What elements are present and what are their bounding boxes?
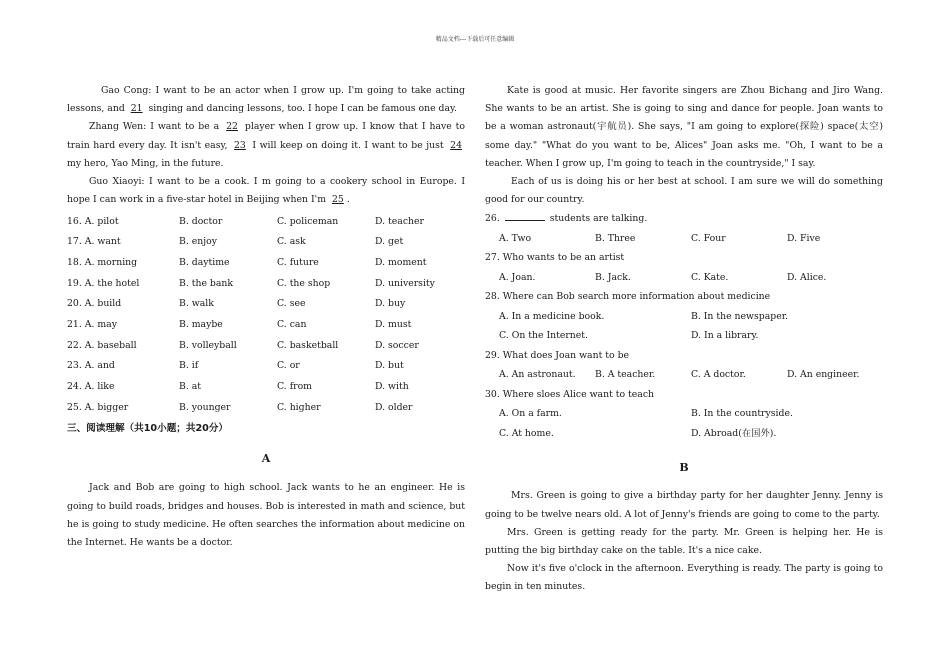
option: 21. A. may — [67, 319, 117, 331]
option: B. Jack. — [595, 271, 631, 283]
option: D. get — [375, 236, 404, 248]
option: A. Joan. — [499, 271, 536, 283]
left-column — [67, 82, 465, 552]
blank-23: 23 — [234, 139, 246, 151]
option: B. In the newspaper. — [691, 310, 789, 322]
option: D. Five — [787, 232, 821, 244]
passage-b-heading: B — [679, 461, 689, 475]
option: D. teacher — [375, 215, 424, 227]
text-run: singing and dancing lessons, too. I hope I can be famous one day. — [145, 103, 458, 115]
option: D. buy — [375, 298, 406, 310]
question-30 — [485, 385, 883, 444]
option: D. university — [375, 277, 435, 289]
blank-25: 25 — [331, 194, 344, 206]
option: C. On the Internet. — [499, 330, 588, 342]
option: B. doctor — [179, 215, 223, 227]
blank-24: 24 — [450, 139, 463, 151]
option: 18. A. morning — [67, 257, 138, 269]
answer-blank — [505, 212, 545, 221]
option: C. At home. — [499, 427, 554, 439]
option: 24. A. like — [67, 381, 115, 393]
option: B. the bank — [179, 277, 234, 289]
option: B. if — [179, 360, 199, 372]
option: C. future — [277, 257, 319, 269]
option: D. Abroad(在国外). — [691, 427, 777, 439]
option: B. enjoy — [179, 236, 217, 248]
option: C. basketball — [277, 339, 339, 351]
passage-b-paragraph: Now it's five o'clock in the afternoon. Everything is ready. The party is going to begin in ten minutes. — [485, 563, 883, 593]
option-row-19 — [67, 273, 465, 294]
option: C. A doctor. — [691, 369, 746, 381]
passage-a-paragraph: Jack and Bob are going to high school. Jack wants to he an engineer. He is going to build roads, bridges and houses. Bob is interested in math and science, but he is going to study medicine. He often searches the information about medicine on the Internet. He wants be a doctor. — [67, 482, 465, 548]
blank-22: 22 — [226, 121, 238, 133]
option: B. In the countryside. — [691, 408, 793, 420]
question-options — [485, 326, 883, 346]
option-row-23 — [67, 356, 465, 377]
option: C. ask — [277, 236, 306, 248]
option-row-20 — [67, 294, 465, 315]
question-29 — [485, 346, 883, 385]
passage-a-heading: A — [261, 452, 271, 466]
text-run: Zhang Wen: I want to be a — [89, 121, 224, 133]
option: 23. A. and — [67, 360, 115, 372]
option: B. A teacher. — [595, 369, 656, 381]
guo-xiaoyi-paragraph — [67, 173, 465, 209]
section-title: 三、阅读理解（共10小题；共20分） — [67, 423, 229, 435]
question-stem: 28. Where can Bob search more information about medicine — [485, 291, 771, 303]
option: 25. A. bigger — [67, 401, 129, 413]
option: C. from — [277, 381, 312, 393]
gao-cong-paragraph — [67, 82, 465, 118]
text-run: my hero, Yao Ming, in the future. — [67, 157, 224, 169]
option: A. In a medicine book. — [499, 310, 605, 322]
option: B. maybe — [179, 319, 223, 331]
option-row-21 — [67, 315, 465, 336]
question-options — [485, 268, 883, 288]
option: B. walk — [179, 298, 214, 310]
option: D. An engineer. — [787, 369, 860, 381]
option: D. Alice. — [787, 271, 827, 283]
option: A. Two — [499, 232, 532, 244]
option: C. see — [277, 298, 306, 310]
question-stem — [485, 209, 883, 229]
option: D. In a library. — [691, 330, 759, 342]
option: 22. A. baseball — [67, 339, 137, 351]
passage-b-paragraph: Mrs. Green is getting ready for the party. Mr. Green is helping her. He is putting the big birthday cake on the table. It's a nice cake. — [485, 526, 883, 557]
page-header: 精品文档---下载后可任意编辑 — [435, 36, 515, 43]
option: C. or — [277, 360, 300, 372]
text-run: 26. — [485, 213, 503, 225]
option: C. can — [277, 319, 307, 331]
question-options — [485, 365, 883, 385]
option-row-22 — [67, 336, 465, 357]
text-run: . — [346, 194, 350, 206]
question-options — [485, 404, 883, 424]
question-stem: 27. Who wants to be an artist — [485, 252, 625, 264]
option-row-16 — [67, 211, 465, 232]
zhang-wen-paragraph — [67, 118, 465, 173]
option: B. volleyball — [179, 339, 237, 351]
option: D. moment — [375, 257, 427, 269]
text-run: I will keep on doing it. I want to be just — [248, 139, 448, 151]
option: C. Kate. — [691, 271, 729, 283]
option: C. policeman — [277, 215, 339, 227]
text-run: player when I grow up. I know that I have to train hard every day. It isn't easy, — [67, 121, 466, 151]
text-run: Guo Xiaoyi: I want to be a cook. I m going to a cookery school in Europe. I hope I can work in a five-star hotel in Beijing when I'm — [67, 176, 465, 206]
question-stem: 29. What does Joan want to be — [485, 349, 630, 361]
option-row-25 — [67, 398, 465, 419]
option: 20. A. build — [67, 298, 122, 310]
option: C. Four — [691, 232, 726, 244]
option: B. Three — [595, 232, 636, 244]
option-row-18 — [67, 253, 465, 274]
passage-a-continued-1: Kate is good at music. Her favorite singers are Zhou Bichang and Jiro Wang. She wants to be an artist. She is going to sing and dance for people. Joan wants to be a woman astronaut(宇航员). She says, "I am going to explore(探险) space(太空) some day." "What do you want to be, Alices" Joan asks me. "Oh, I want to be a teacher. When I grow up, I'm going to teach in the countryside," I say. — [485, 85, 883, 169]
question-options — [485, 424, 883, 444]
passage-a-continued-2: Each of us is doing his or her best at school. I am sure we will do something good for our country. — [485, 176, 883, 206]
option: D. but — [375, 360, 404, 372]
text-run: students are talking. — [546, 213, 648, 225]
question-stem: 30. Where sloes Alice want to teach — [485, 388, 655, 400]
option: A. On a farm. — [499, 408, 562, 420]
option: B. younger — [179, 401, 231, 413]
option: A. An astronaut. — [499, 369, 576, 381]
passage-b-paragraph: Mrs. Green is going to give a birthday party for her daughter Jenny. Jenny is going to be twelve nears old. A lot of Jenny's friends are going to come to the party. — [485, 490, 883, 520]
option-row-17 — [67, 232, 465, 253]
option: C. higher — [277, 401, 321, 413]
option: 17. A. want — [67, 236, 121, 248]
option: D. must — [375, 319, 412, 331]
option-row-24 — [67, 377, 465, 398]
option: D. with — [375, 381, 409, 393]
question-27 — [485, 248, 883, 287]
question-options — [485, 229, 883, 249]
option: 16. A. pilot — [67, 215, 119, 227]
question-options — [485, 307, 883, 327]
right-column — [485, 82, 883, 597]
question-28 — [485, 287, 883, 346]
text-run: Gao Cong: I want to be an actor when I grow up. I'm going to take acting lessons, and — [67, 85, 465, 115]
cloze-options — [67, 211, 465, 418]
option: B. at — [179, 381, 202, 393]
option: B. daytime — [179, 257, 230, 269]
blank-21: 21 — [130, 103, 143, 115]
option: 19. A. the hotel — [67, 277, 140, 289]
question-26 — [485, 209, 883, 248]
option: C. the shop — [277, 277, 331, 289]
option: D. older — [375, 401, 413, 413]
option: D. soccer — [375, 339, 419, 351]
